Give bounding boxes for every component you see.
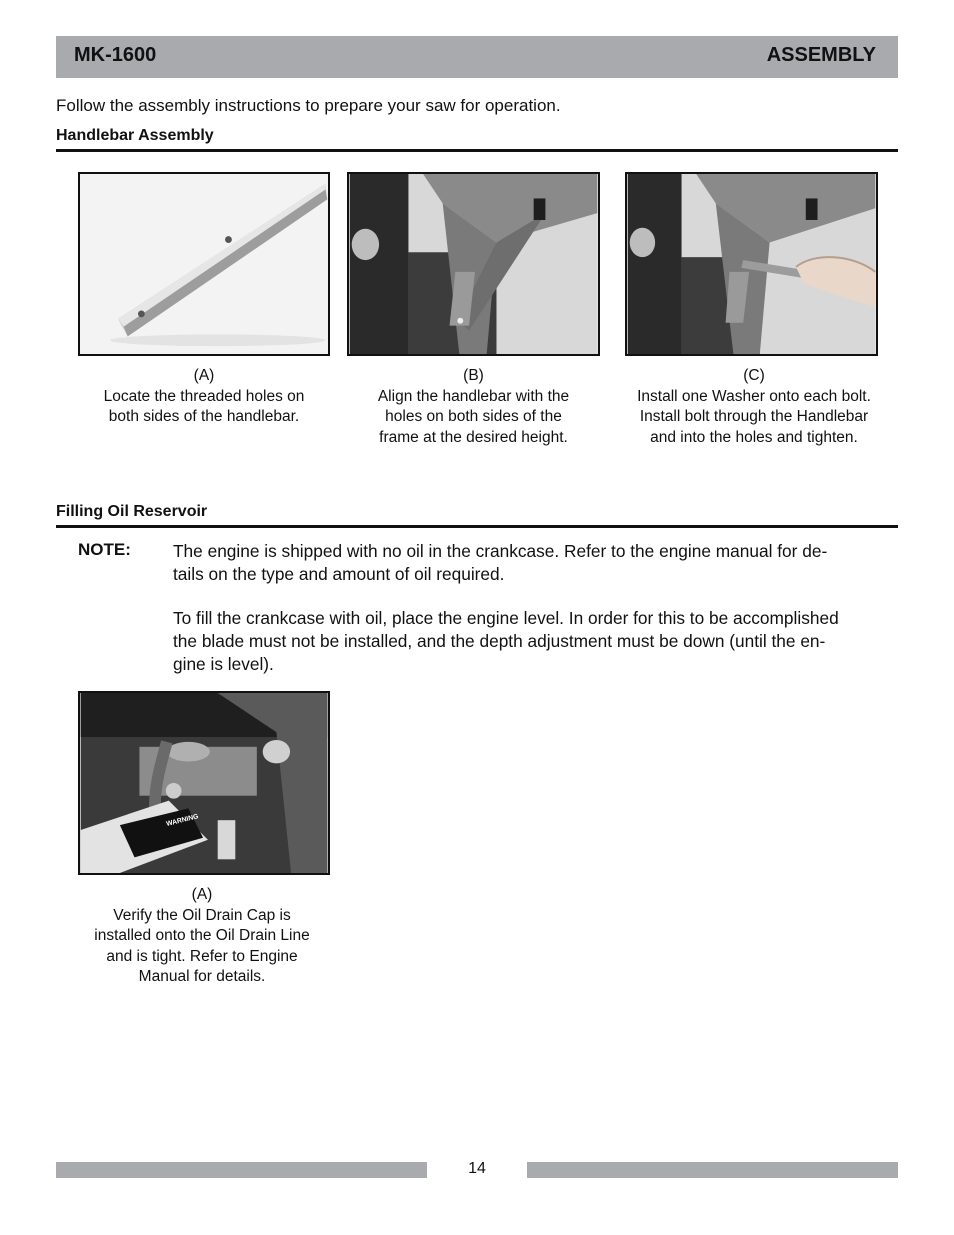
photo-install-bolt (625, 172, 878, 356)
caption-step-a (78, 366, 330, 428)
caption-line: Align the handlebar with the (377, 387, 570, 405)
oil-section-title: Filling Oil Reservoir (56, 503, 208, 520)
note-line: the blade must not be installed, and the depth adjustment must be down (until the en- (173, 631, 826, 651)
note-line: tails on the type and amount of oil required. (173, 564, 505, 584)
caption-line: Manual for details. (138, 968, 266, 985)
caption-label: (A) (193, 367, 215, 384)
photo-handlebar (78, 172, 330, 356)
header-bar (56, 36, 898, 78)
note-paragraph-1 (173, 540, 895, 586)
intro-text: Follow the assembly instructions to prepare your saw for operation. (56, 96, 561, 115)
handlebar-section-title: Handlebar Assembly (56, 127, 214, 144)
caption-line: both sides of the handlebar. (108, 408, 300, 425)
section-name: ASSEMBLY (766, 44, 876, 66)
caption-label: (B) (463, 367, 484, 384)
section-rule (56, 525, 898, 528)
section-rule (56, 149, 898, 152)
caption-line: installed onto the Oil Drain Line (94, 927, 310, 944)
model-name: MK-1600 (74, 44, 157, 66)
note-paragraph-2 (173, 607, 895, 676)
caption-step-b (347, 366, 600, 448)
note-line: To fill the crankcase with oil, place the engine level. In order for this to be accomplished (173, 608, 839, 628)
photo-oil-drain (78, 691, 330, 875)
caption-line: frame at the desired height. (379, 428, 568, 446)
note-label: NOTE: (78, 540, 131, 559)
caption-line: Install bolt through the Handlebar (639, 408, 869, 425)
footer-bar-left (56, 1162, 427, 1178)
note-line: The engine is shipped with no oil in the crankcase. Refer to the engine manual for de- (173, 541, 828, 561)
caption-step-c (614, 366, 894, 448)
caption-line: and into the holes and tighten. (650, 428, 858, 446)
note-line: gine is level). (173, 654, 274, 674)
page-number: 14 (468, 1160, 486, 1177)
caption-line: holes on both sides of the (385, 408, 562, 425)
caption-line: Verify the Oil Drain Cap is (113, 906, 291, 924)
caption-line: Locate the threaded holes on (103, 387, 305, 405)
footer-bar-right (527, 1162, 898, 1178)
warning-label: WARNING (165, 813, 200, 828)
caption-label: (A) (191, 886, 213, 903)
photo-frame-align (347, 172, 600, 356)
caption-label: (C) (743, 367, 765, 384)
caption-oil-step-a (78, 885, 326, 988)
caption-line: Install one Washer onto each bolt. (637, 387, 871, 405)
caption-line: and is tight. Refer to Engine (106, 947, 298, 965)
